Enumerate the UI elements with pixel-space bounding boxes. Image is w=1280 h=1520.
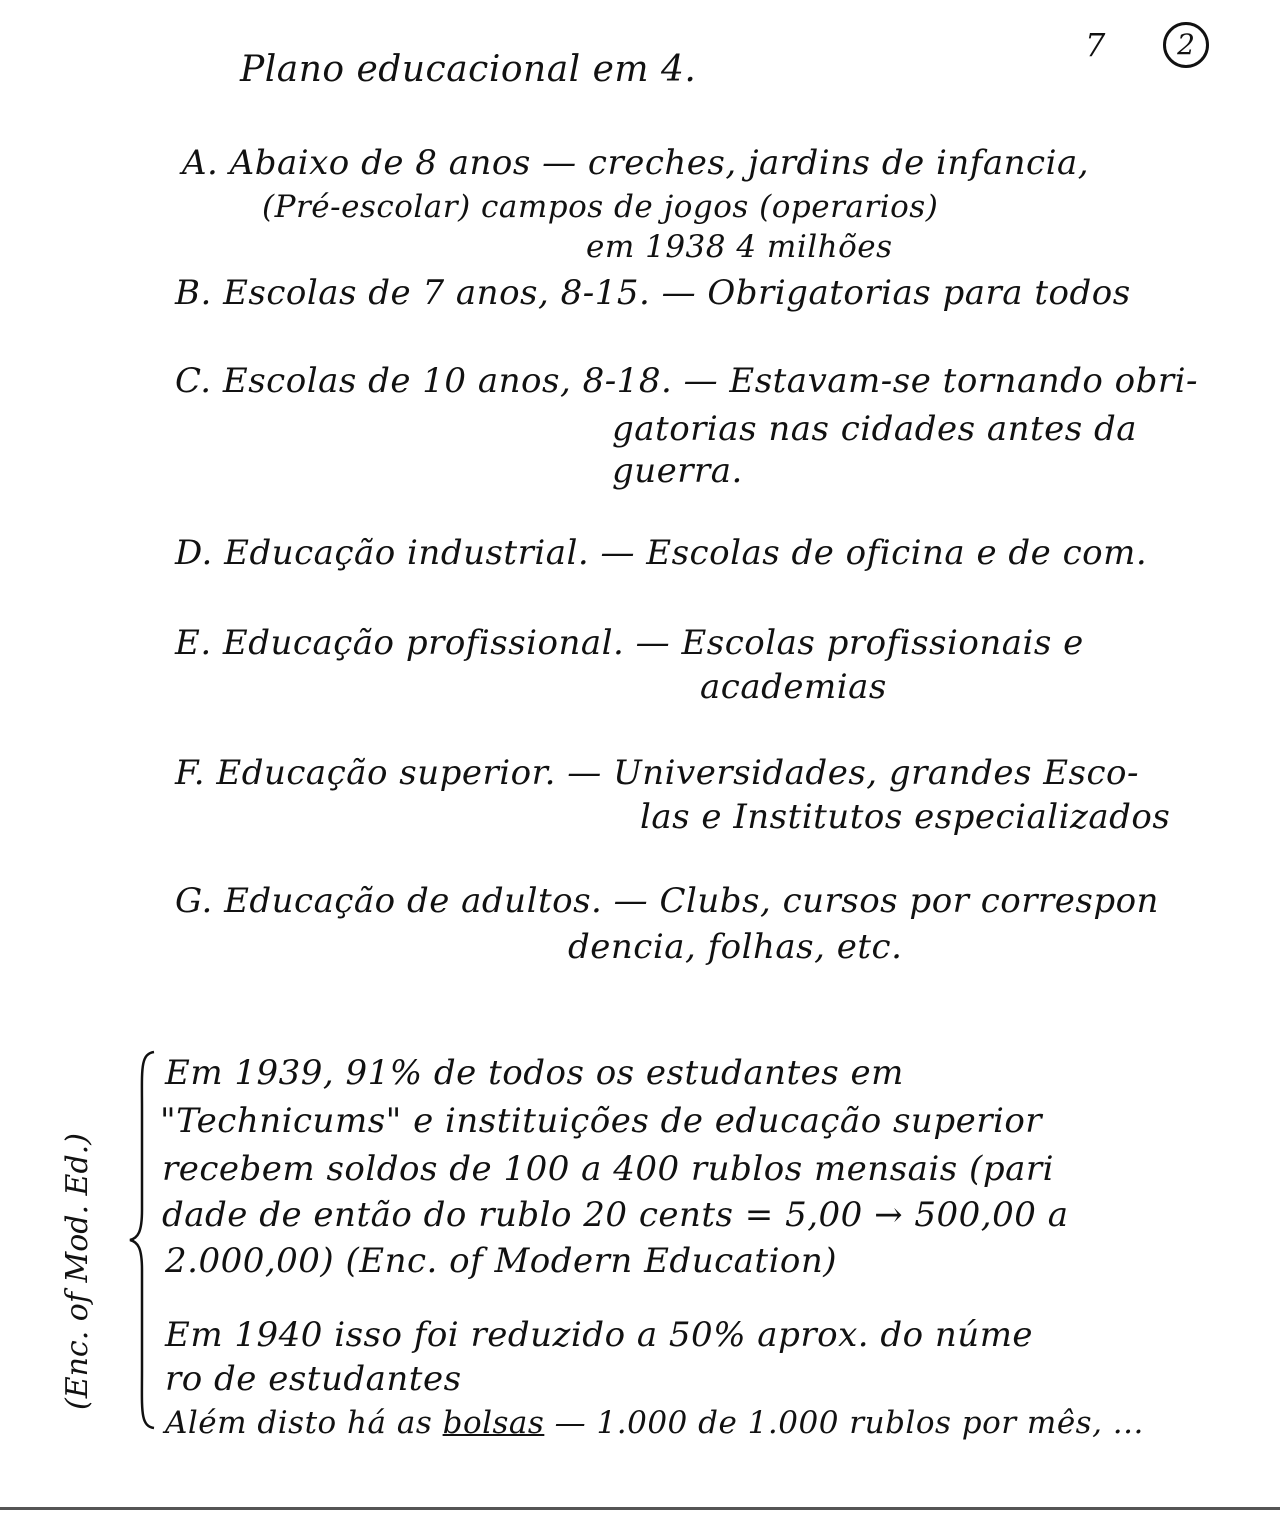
item-f-line-1: F. Educação superior. — Universidades, grandes Esco- <box>175 753 1139 793</box>
item-a-line-1: A. Abaixo de 8 anos — creches, jardins de infancia, <box>182 143 1090 183</box>
item-a-line-3: em 1938 4 milhões <box>586 229 893 265</box>
item-c-line-3: guerra. <box>612 451 743 491</box>
page-mark: 7 <box>1085 26 1106 64</box>
note-p1-line-4: dade de então do rublo 20 cents = 5,00 → 500,00 a <box>162 1195 1069 1235</box>
item-a-line-2: (Pré-escolar) campos de jogos (operarios) <box>262 189 939 225</box>
note-p1-line-1: Em 1939, 91% de todos os estudantes em <box>165 1053 904 1093</box>
curly-brace <box>128 1050 158 1430</box>
item-c-line-1: C. Escolas de 10 anos, 8-18. — Estavam-se tornando obri- <box>175 361 1198 401</box>
item-e-line-1: E. Educação profissional. — Escolas profissionais e <box>175 623 1084 663</box>
item-e-line-2: academias <box>700 667 887 707</box>
scan-edge-divider <box>0 1507 1280 1510</box>
item-g-line-1: G. Educação de adultos. — Clubs, cursos por correspon <box>175 881 1159 921</box>
note-p1-line-3: recebem soldos de 100 a 400 rublos mensais (pari <box>162 1149 1054 1189</box>
item-g-line-2: dencia, folhas, etc. <box>568 927 903 967</box>
item-d-line-1: D. Educação industrial. — Escolas de oficina e de com. <box>175 533 1148 573</box>
note-last-line <box>165 1405 1144 1441</box>
note-p2-line-2: ro de estudantes <box>165 1359 462 1399</box>
item-c-line-2: gatorias nas cidades antes da <box>612 409 1138 449</box>
note-last-line-underlined: bolsas <box>442 1405 545 1441</box>
page-title: Plano educacional em 4. <box>240 49 697 90</box>
note-last-line-prefix: Além disto há as <box>165 1405 443 1441</box>
side-label-reference: (Enc. of Mod. Ed.) <box>60 1133 95 1410</box>
page-number-circle: 2 <box>1163 22 1209 68</box>
item-b-line-1: B. Escolas de 7 anos, 8-15. — Obrigatorias para todos <box>175 273 1131 313</box>
item-f-line-2: las e Institutos especializados <box>640 797 1171 837</box>
note-p2-line-1: Em 1940 isso foi reduzido a 50% aprox. do núme <box>165 1315 1034 1355</box>
note-p1-line-5: 2.000,00) (Enc. of Modern Education) <box>165 1241 838 1281</box>
note-last-line-suffix: — 1.000 de 1.000 rublos por mês, ... <box>544 1405 1144 1441</box>
note-p1-line-2: "Technicums" e instituições de educação superior <box>160 1101 1043 1141</box>
